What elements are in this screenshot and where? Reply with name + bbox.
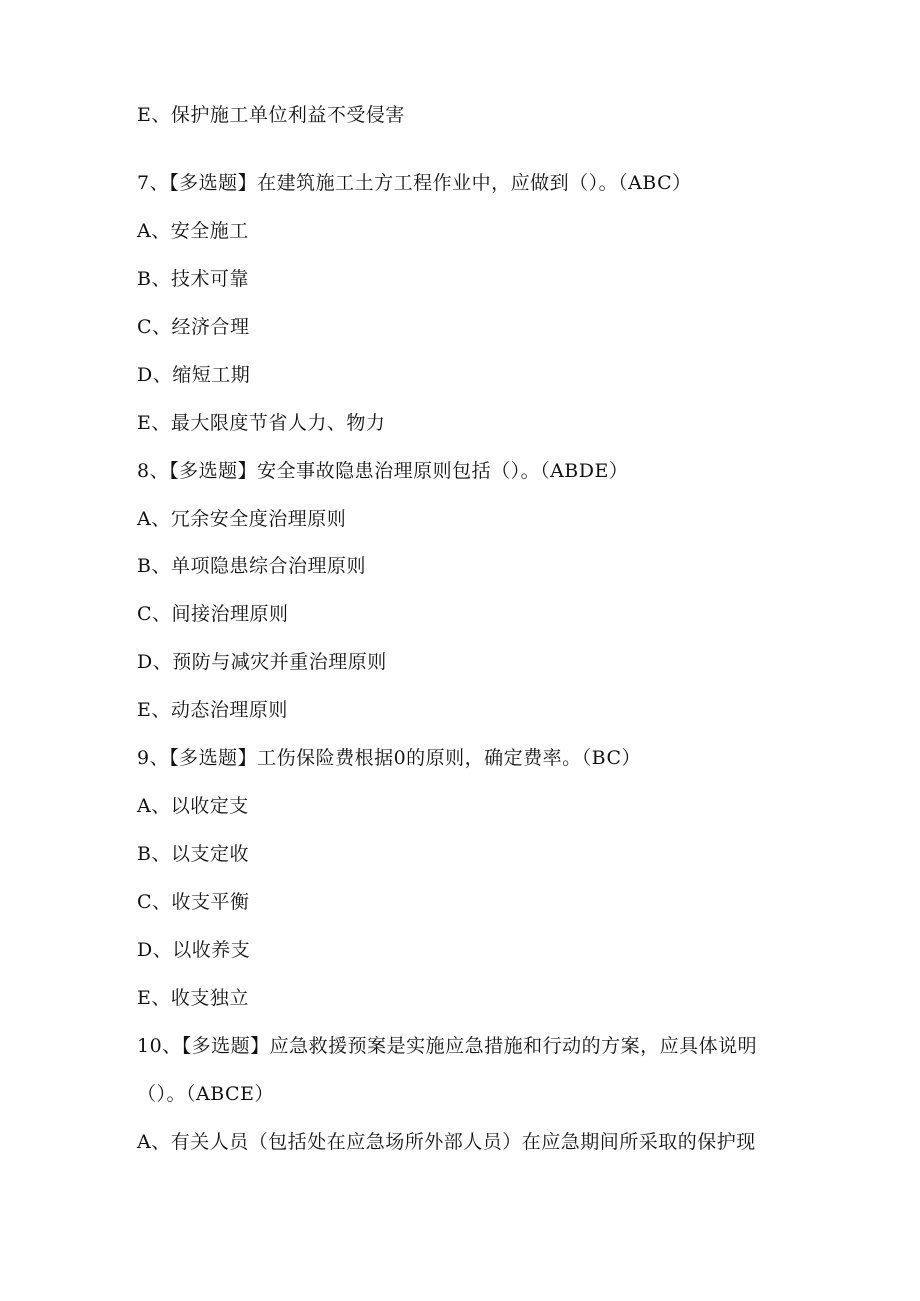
option-b-q9: B、以支定收 [137, 843, 249, 865]
option-b-q7: B、技术可靠 [137, 268, 249, 290]
option-e-q6: E、保护施工单位利益不受侵害 [137, 104, 405, 126]
option-e-q8: E、动态治理原则 [137, 699, 288, 721]
option-c-q7: C、经济合理 [137, 316, 250, 338]
option-d-q8: D、预防与减灾并重治理原则 [137, 651, 387, 673]
question-8: 8、【多选题】安全事故隐患治理原则包括（）。（ABDE） [137, 460, 629, 482]
option-b-q8: B、单项隐患综合治理原则 [137, 555, 366, 577]
question-10: 10、【多选题】应急救援预案是实施应急措施和行动的方案，应具体说明 [137, 1035, 758, 1057]
option-a-q7: A、安全施工 [137, 220, 249, 242]
question-10-continued: （）。（ABCE） [137, 1083, 274, 1105]
option-e-q7: E、最大限度节省人力、物力 [137, 412, 386, 434]
question-7: 7、【多选题】在建筑施工土方工程作业中，应做到（）。（ABC） [137, 172, 692, 194]
question-9: 9、【多选题】工伤保险费根据0的原则，确定费率。（BC） [137, 747, 642, 769]
option-d-q7: D、缩短工期 [137, 364, 251, 386]
option-c-q8: C、间接治理原则 [137, 603, 289, 625]
option-e-q9: E、收支独立 [137, 987, 249, 1009]
option-a-q10: A、有关人员（包括处在应急场所外部人员）在应急期间所采取的保护现 [137, 1131, 756, 1153]
option-c-q9: C、收支平衡 [137, 891, 250, 913]
option-a-q9: A、以收定支 [137, 795, 249, 817]
option-d-q9: D、以收养支 [137, 939, 251, 961]
option-a-q8: A、冗余安全度治理原则 [137, 508, 347, 530]
